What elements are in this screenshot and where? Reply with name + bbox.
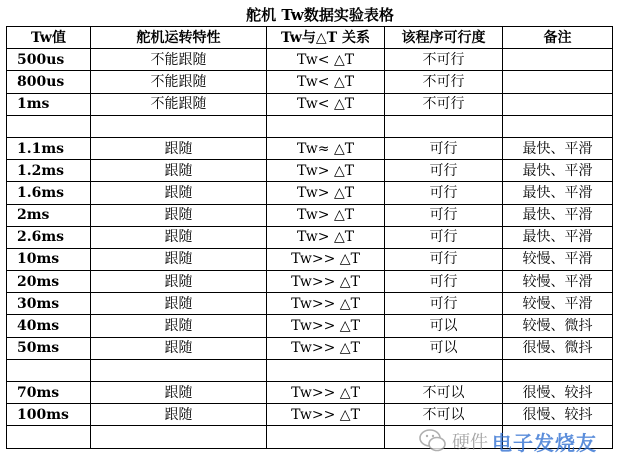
- cell-tw-dt-relation: Tw> △T: [267, 160, 385, 182]
- cell-remarks: 最快、平滑: [503, 204, 613, 226]
- cell-tw-dt-relation: Tw< △T: [267, 93, 385, 115]
- cell-servo-behavior: 跟随: [91, 337, 267, 359]
- cell-tw-dt-relation: Tw>> △T: [267, 315, 385, 337]
- cell-feasibility: 可以: [385, 315, 503, 337]
- header-tw-dt-relation: Tw与△T 关系: [267, 27, 385, 49]
- cell-tw-dt-relation: Tw>> △T: [267, 293, 385, 315]
- header-servo-behavior: 舵机运转特性: [91, 27, 267, 49]
- cell-tw-value: 10ms: [7, 248, 91, 270]
- table-row: [7, 182, 613, 204]
- cell-feasibility: 可行: [385, 182, 503, 204]
- table-row: [7, 71, 613, 93]
- table-row: [7, 359, 613, 381]
- cell-servo-behavior: 跟随: [91, 137, 267, 159]
- table-row: [7, 426, 613, 448]
- table-row: [7, 226, 613, 248]
- cell-servo-behavior: 跟随: [91, 204, 267, 226]
- cell-remarks: [503, 426, 613, 448]
- header-row: [7, 27, 613, 49]
- table-row: [7, 49, 613, 71]
- cell-remarks: 很慢、较抖: [503, 404, 613, 426]
- cell-remarks: 最快、平滑: [503, 137, 613, 159]
- cell-remarks: [503, 359, 613, 381]
- cell-servo-behavior: 不能跟随: [91, 71, 267, 93]
- header-tw-value: Tw值: [7, 27, 91, 49]
- table-row: [7, 293, 613, 315]
- cell-remarks: 最快、平滑: [503, 160, 613, 182]
- cell-tw-value: 100ms: [7, 404, 91, 426]
- header-feasibility: 该程序可行度: [385, 27, 503, 49]
- cell-servo-behavior: 跟随: [91, 293, 267, 315]
- cell-tw-dt-relation: Tw> △T: [267, 204, 385, 226]
- cell-tw-value: 30ms: [7, 293, 91, 315]
- cell-tw-value: [7, 426, 91, 448]
- cell-servo-behavior: 跟随: [91, 382, 267, 404]
- watermark-brand: 电子发烧友: [492, 430, 597, 455]
- cell-remarks: [503, 115, 613, 137]
- header-remarks: 备注: [503, 27, 613, 49]
- cell-tw-value: 50ms: [7, 337, 91, 359]
- cell-tw-dt-relation: Tw< △T: [267, 71, 385, 93]
- cell-feasibility: 不可行: [385, 71, 503, 93]
- cell-servo-behavior: 跟随: [91, 315, 267, 337]
- cell-tw-value: 2ms: [7, 204, 91, 226]
- table-row: [7, 337, 613, 359]
- table-row: [7, 93, 613, 115]
- cell-feasibility: [385, 426, 503, 448]
- cell-tw-value: 40ms: [7, 315, 91, 337]
- cell-tw-dt-relation: Tw>> △T: [267, 404, 385, 426]
- cell-remarks: [503, 93, 613, 115]
- cell-servo-behavior: 不能跟随: [91, 93, 267, 115]
- cell-tw-value: 1.6ms: [7, 182, 91, 204]
- cell-remarks: 最快、平滑: [503, 182, 613, 204]
- cell-tw-value: 500us: [7, 49, 91, 71]
- table-row: [7, 137, 613, 159]
- table-row: [7, 271, 613, 293]
- cell-feasibility: 不可以: [385, 404, 503, 426]
- table-row: [7, 160, 613, 182]
- cell-servo-behavior: 跟随: [91, 226, 267, 248]
- cell-tw-dt-relation: Tw> △T: [267, 226, 385, 248]
- cell-tw-dt-relation: [267, 426, 385, 448]
- table-title: 舵机 Tw数据实验表格: [246, 6, 394, 24]
- cell-tw-value: 1.2ms: [7, 160, 91, 182]
- cell-servo-behavior: 跟随: [91, 248, 267, 270]
- table-row: [7, 248, 613, 270]
- table-row: [7, 115, 613, 137]
- cell-remarks: 较慢、平滑: [503, 293, 613, 315]
- cell-feasibility: 可行: [385, 226, 503, 248]
- cell-tw-value: 800us: [7, 71, 91, 93]
- table-body: [7, 49, 613, 448]
- cell-tw-dt-relation: [267, 115, 385, 137]
- cell-feasibility: 可行: [385, 271, 503, 293]
- cell-feasibility: 可行: [385, 204, 503, 226]
- cell-tw-dt-relation: Tw>> △T: [267, 248, 385, 270]
- cell-tw-value: 1ms: [7, 93, 91, 115]
- cell-tw-value: [7, 359, 91, 381]
- cell-remarks: 较慢、平滑: [503, 271, 613, 293]
- cell-tw-value: [7, 115, 91, 137]
- cell-remarks: 较慢、平滑: [503, 248, 613, 270]
- cell-remarks: 较慢、微抖: [503, 315, 613, 337]
- cell-remarks: 很慢、微抖: [503, 337, 613, 359]
- cell-tw-dt-relation: Tw>> △T: [267, 271, 385, 293]
- cell-feasibility: [385, 115, 503, 137]
- cell-feasibility: [385, 359, 503, 381]
- cell-servo-behavior: [91, 115, 267, 137]
- cell-remarks: 最快、平滑: [503, 226, 613, 248]
- cell-tw-dt-relation: Tw≈ △T: [267, 137, 385, 159]
- cell-feasibility: 不可以: [385, 382, 503, 404]
- cell-servo-behavior: [91, 359, 267, 381]
- cell-servo-behavior: 跟随: [91, 404, 267, 426]
- cell-feasibility: 不可行: [385, 49, 503, 71]
- table-row: [7, 315, 613, 337]
- cell-tw-dt-relation: Tw>> △T: [267, 337, 385, 359]
- cell-tw-dt-relation: Tw>> △T: [267, 382, 385, 404]
- cell-servo-behavior: 跟随: [91, 271, 267, 293]
- cell-feasibility: 可行: [385, 293, 503, 315]
- cell-servo-behavior: [91, 426, 267, 448]
- cell-tw-value: 20ms: [7, 271, 91, 293]
- cell-tw-value: 1.1ms: [7, 137, 91, 159]
- cell-tw-dt-relation: Tw< △T: [267, 49, 385, 71]
- cell-feasibility: 可行: [385, 137, 503, 159]
- table-row: [7, 382, 613, 404]
- data-table: [6, 26, 613, 449]
- table-row: [7, 404, 613, 426]
- cell-feasibility: 可行: [385, 160, 503, 182]
- cell-servo-behavior: 不能跟随: [91, 49, 267, 71]
- cell-remarks: 很慢、较抖: [503, 382, 613, 404]
- cell-tw-value: 70ms: [7, 382, 91, 404]
- cell-tw-dt-relation: Tw> △T: [267, 182, 385, 204]
- cell-feasibility: 可以: [385, 337, 503, 359]
- cell-servo-behavior: 跟随: [91, 182, 267, 204]
- cell-servo-behavior: 跟随: [91, 160, 267, 182]
- cell-feasibility: 不可行: [385, 93, 503, 115]
- watermark-text: 硬件: [452, 432, 488, 453]
- cell-feasibility: 可行: [385, 248, 503, 270]
- cell-tw-value: 2.6ms: [7, 226, 91, 248]
- table-row: [7, 204, 613, 226]
- cell-remarks: [503, 49, 613, 71]
- cell-tw-dt-relation: [267, 359, 385, 381]
- cell-remarks: [503, 71, 613, 93]
